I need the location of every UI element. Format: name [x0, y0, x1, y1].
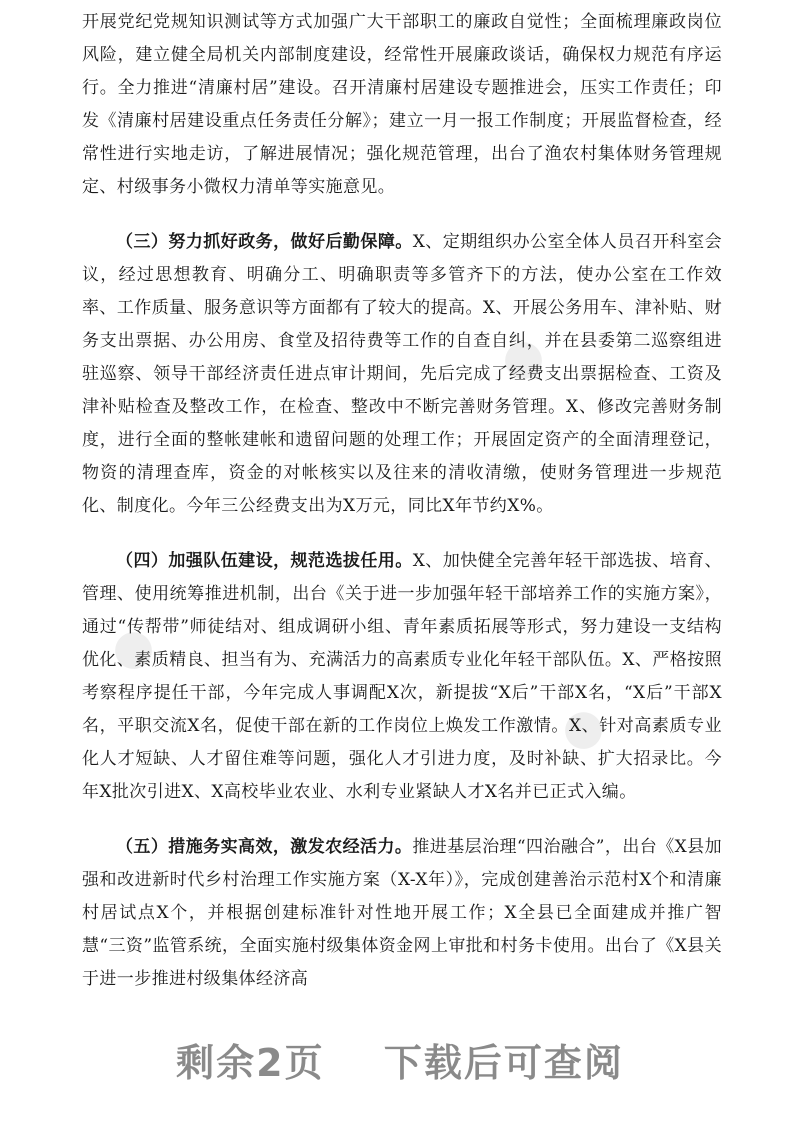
paragraph-1: [82, 6, 722, 204]
paragraph-4: [82, 831, 722, 996]
paragraph-2-heading: （三）努力抓好政务，做好后勤保障。: [116, 232, 413, 252]
download-prompt-label: 下载后可查阅: [383, 1041, 624, 1085]
document-body: [82, 6, 722, 1018]
watermark-logo: ●: [486, 323, 556, 393]
watermark-logo: ●: [546, 693, 616, 763]
remaining-pages-label: 剩余2页: [176, 1041, 325, 1085]
paragraph-3-text: X、加快健全完善年轻干部选拔、培育、管理、使用统筹推进机制，出台《关于进一步加强年轻干部培养工作的实施方案》，通过“传帮带”师徒结对、组成调研小组、青年素质拓展等形式，努力建设一支结构优化、素质精良、担当有为、充满活力的高素质专业化年轻干部队伍。X、严格按照考察程序提任干部，今年完成人事调配X次，新提拔“X后”干部X名，“X后”干部X名，平职交流X名，促使干部在新的工作岗位上焕发工作激情。X、针对高素质专业化人才短缺、人才留住难等问题，强化人才引进力度，及时补缺、扩大招录比。今年X批次引进X、X高校毕业农业、水利专业紧缺人才X名并已正式入编。: [82, 551, 722, 802]
paragraph-3-heading: （四）加强队伍建设，规范选拔任用。: [116, 551, 413, 571]
paragraph-3: [82, 545, 722, 809]
paragraph-2-text: X、定期组织办公室全体人员召开科室会议，经过思想教育、明确分工、明确职责等多管齐下的方法，使办公室在工作效率、工作质量、服务意识等方面都有了较大的提高。X、开展公务用车、津补贴、财务支出票据、办公用房、食堂及招待费等工作的自查自纠，并在县委第二巡察组进驻巡察、领导干部经济责任进点审计期间，先后完成了经费支出票据检查、工资及津补贴检查及整改工作，在检查、整改中不断完善财务管理。X、修改完善财务制度，进行全面的整帐建帐和遗留问题的处理工作；开展固定资产的全面清理登记，物资的清理查库，资金的对帐核实以及往来的清收清缴，使财务管理进一步规范化、制度化。今年三公经费支出为X万元，同比X年节约X%。: [82, 232, 722, 516]
paragraph-2: [82, 226, 722, 523]
paragraph-1-text: 开展党纪党规知识测试等方式加强广大干部职工的廉政自觉性；全面梳理廉政岗位风险，建立健全局机关内部制度建设，经常性开展廉政谈话，确保权力规范有序运行。全力推进“清廉村居”建设。召开清廉村居建设专题推进会，压实工作责任；印发《清廉村居建设重点任务责任分解》；建立一月一报工作制度；开展监督检查，经常性进行实地走访，了解进展情况；强化规范管理，出台了渔农村集体财务管理规定、村级事务小微权力清单等实施意见。: [82, 12, 722, 197]
paragraph-4-text: 推进基层治理“四治融合”，出台《X县加强和改进新时代乡村治理工作实施方案（X-X年）》，完成创建善治示范村X个和清廉村居试点X个，并根据创建标准针对性地开展工作；X全县已全面建成并推广智慧“三资”监管系统，全面实施村级集体资金网上审批和村务卡使用。出台了《X县关于进一步推进村级集体经济高: [82, 837, 722, 989]
paragraph-4-heading: （五）措施务实高效，激发农经活力。: [116, 837, 413, 857]
watermark-logo: ●: [96, 613, 166, 683]
download-notice[interactable]: [0, 1032, 800, 1087]
